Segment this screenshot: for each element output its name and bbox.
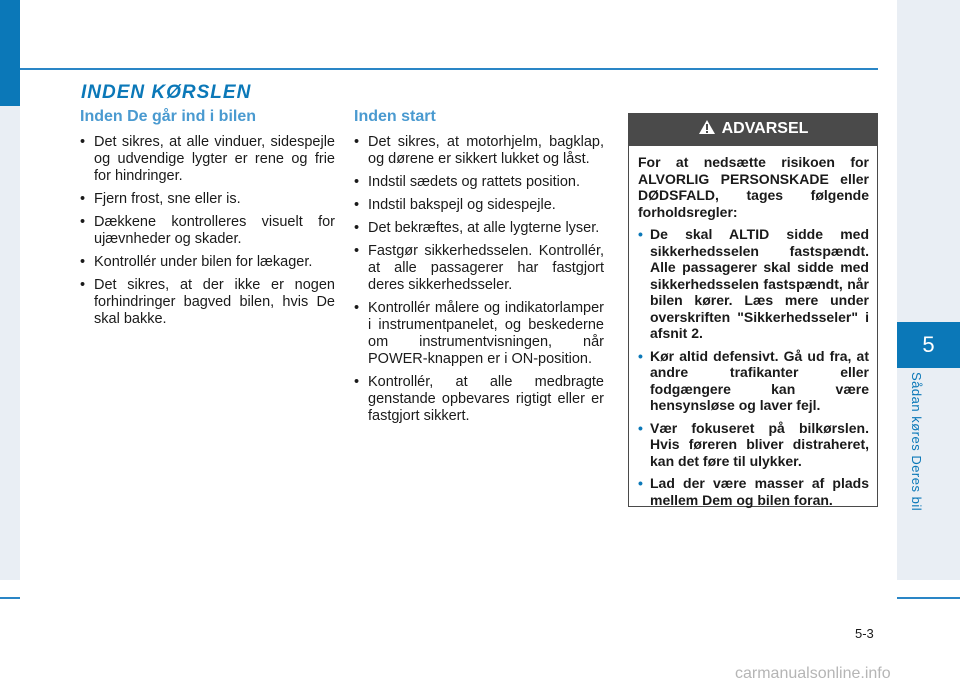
right-bottom-rule [897, 597, 960, 599]
column-before-entering [80, 108, 335, 334]
warning-item: • Lad der være masser af plads mellem Dem og bilen foran. [638, 475, 869, 508]
column2-list [354, 134, 604, 425]
column1-heading: Inden De går ind i bilen [80, 108, 257, 125]
list-item: • Fastgør sikkerhedsselen. Kontrollér, at alle passagerer har fastgjort deres sikkerhedsseler. [354, 243, 604, 294]
list-item: • Kontrollér, at alle medbragte genstande opbevares rigtigt eller er fastgjort sikkert. [354, 374, 604, 425]
chapter-number-tab[interactable] [897, 322, 960, 368]
top-rule [20, 68, 878, 70]
list-item: • Det sikres, at alle vinduer, sidespejle og udvendige lygter er rene og frie for hindringer. [80, 134, 335, 185]
list-item: • Indstil sædets og rattets position. [354, 174, 604, 191]
list-item: • Indstil bakspejl og sidespejle. [354, 197, 604, 214]
warning-item: • Vær fokuseret på bilkørslen. Hvis føreren bliver distraheret, kan det føre til ulykker. [638, 420, 869, 470]
chapter-title: Sådan køres Deres bil [909, 372, 924, 512]
list-item: • Fjern frost, sne eller is. [80, 191, 335, 208]
left-bottom-rule [0, 597, 20, 599]
column2-heading: Inden start [354, 108, 436, 125]
section-title: INDEN KØRSLEN [81, 82, 252, 103]
warning-item: • De skal ALTID sidde med sikkerhedsselen fastspændt. Alle passagerer skal sidde med sikkerhedsselen fastspændt, når bilen kører. Læs mere under overskriften "Sikkerhedsseler" i afsnit 2. [638, 226, 869, 342]
column-before-start [354, 108, 604, 431]
warning-intro: For at nedsætte risikoen for ALVORLIG PERSONSKADE eller DØDSFALD, tages følgende forholdsregler: [638, 154, 869, 220]
chapter-number: 5 [922, 332, 935, 357]
warning-box [628, 145, 878, 507]
list-item: • Kontrollér målere og indikatorlamper i instrumentpanelet, og beskederne om instrumentvisningen, når POWER-knappen er i ON-position. [354, 300, 604, 368]
warning-title: ADVARSEL [721, 120, 809, 137]
warning-triangle-icon [698, 119, 716, 140]
warning-list [638, 226, 869, 508]
watermark: carmanualsonline.info [735, 665, 891, 682]
list-item: • Kontrollér under bilen for lækager. [80, 254, 335, 271]
left-rail-accent [0, 0, 20, 106]
list-item: • Det sikres, at der ikke er nogen forhindringer bagved bilen, hvis De skal bakke. [80, 277, 335, 328]
list-item: • Det bekræftes, at alle lygterne lyser. [354, 220, 604, 237]
column1-list [80, 134, 335, 328]
page-number: 5-3 [855, 626, 874, 641]
list-item: • Dækkene kontrolleres visuelt for ujævnheder og skader. [80, 214, 335, 248]
warning-item: • Kør altid defensivt. Gå ud fra, at andre trafikanter eller fodgængere kan være hensynsløse og laver fejl. [638, 348, 869, 414]
warning-header [628, 113, 878, 145]
list-item: • Det sikres, at motorhjelm, bagklap, og dørene er sikkert lukket og låst. [354, 134, 604, 168]
